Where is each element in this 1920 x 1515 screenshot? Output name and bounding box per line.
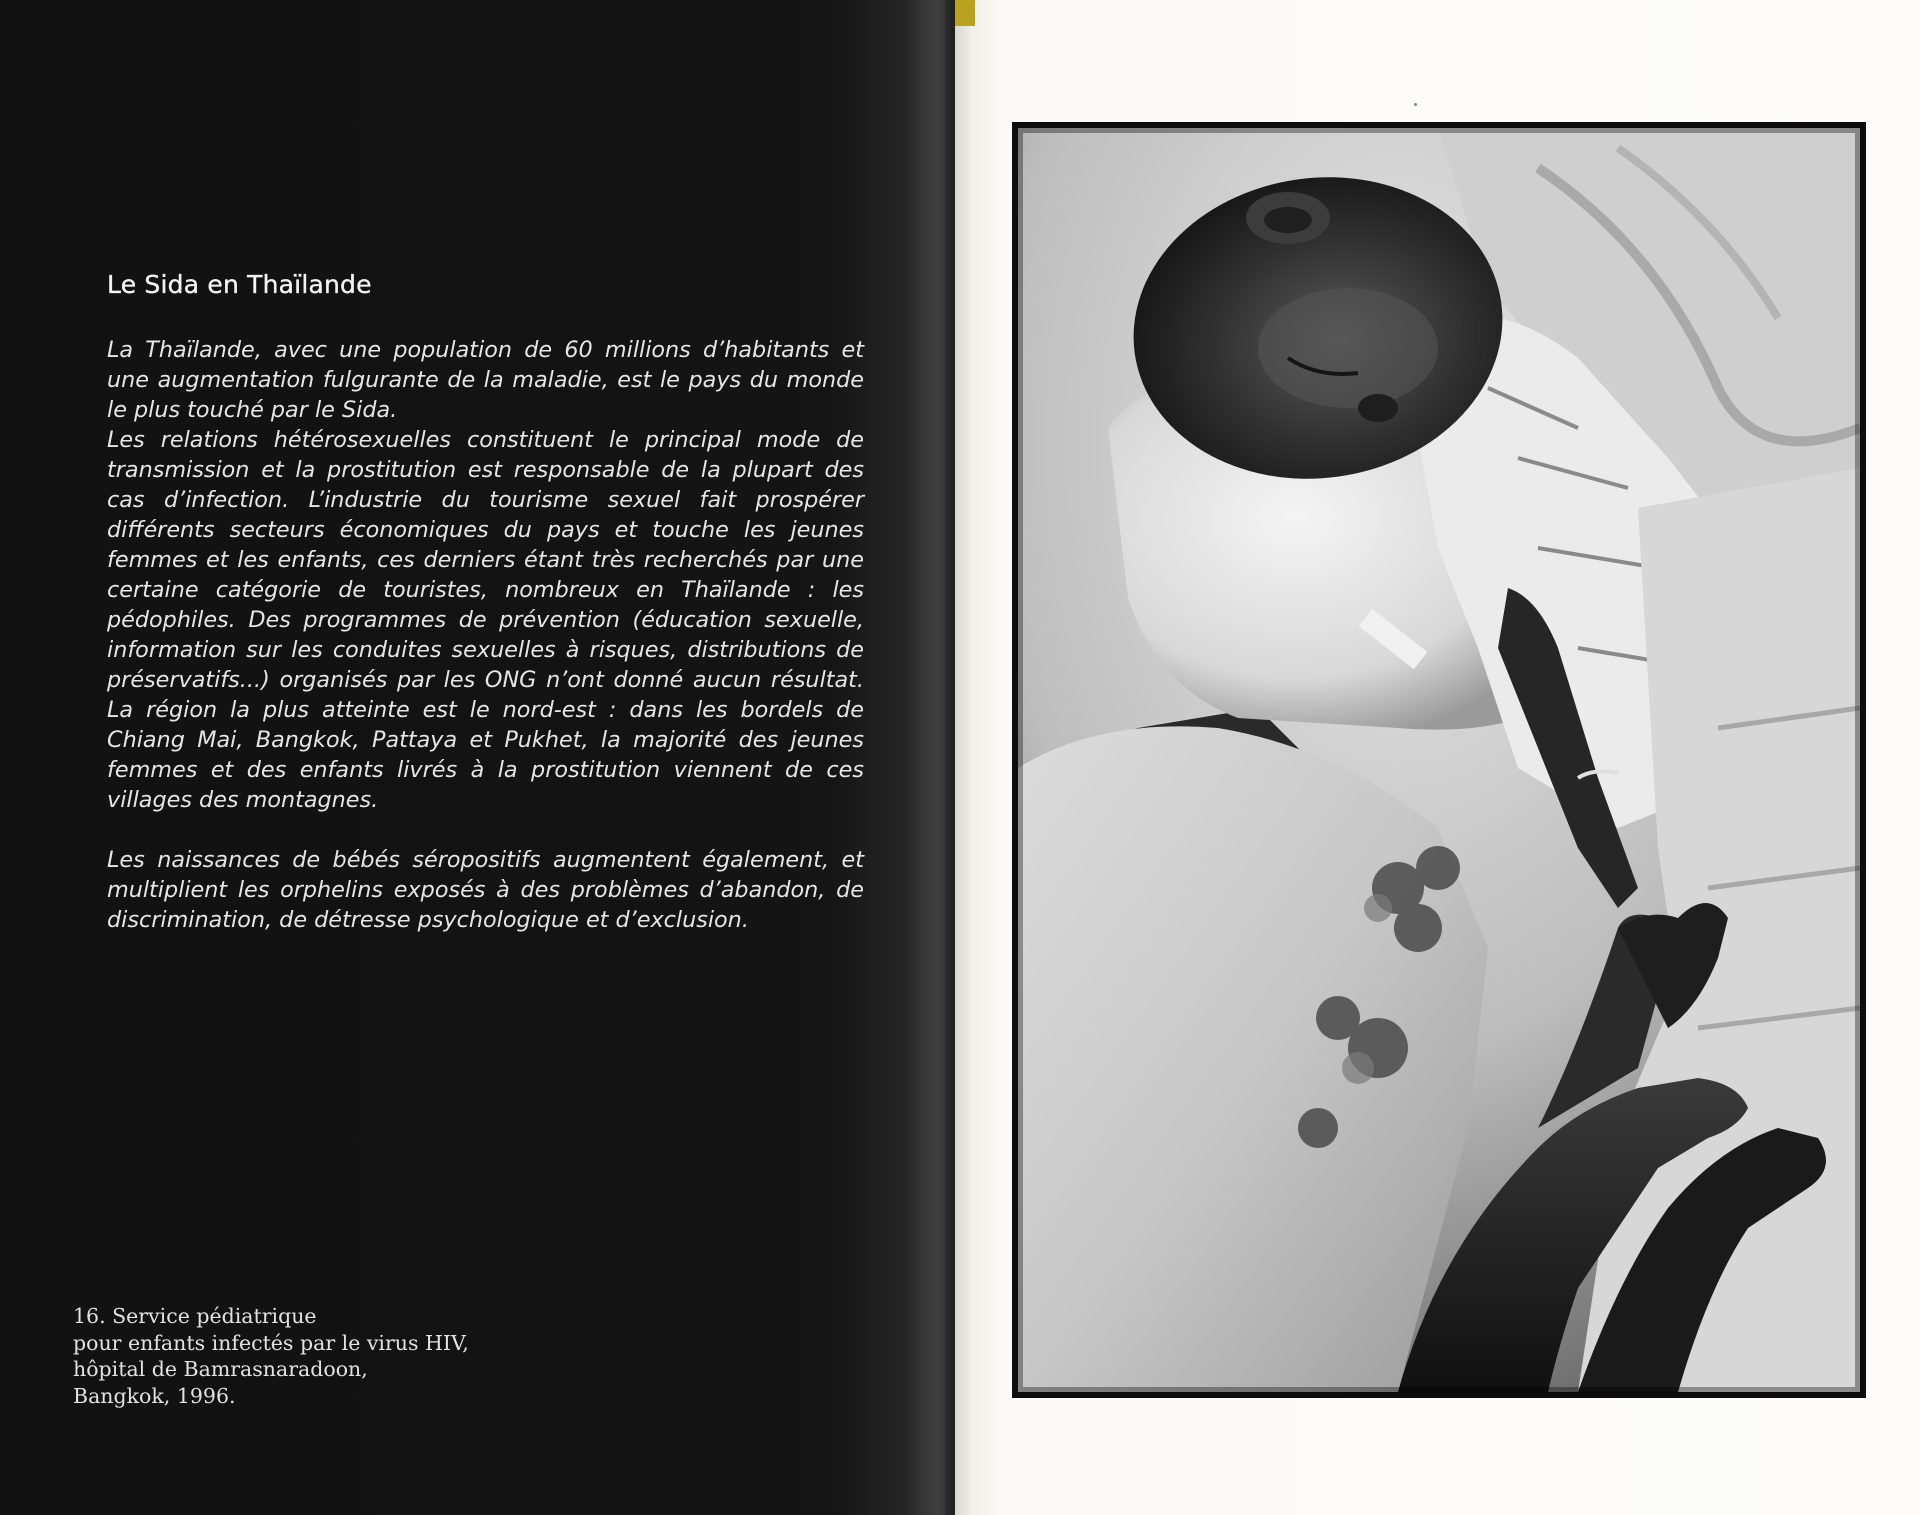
article-paragraph: La Thaïlande, avec une population de 60 millions d’habitants et une augmentation fulgurante de la maladie, est le pays du monde le plus touché par le Sida. bbox=[107, 337, 864, 423]
photo-frame bbox=[1012, 122, 1866, 1398]
photo-child-hospital-bed bbox=[1018, 128, 1860, 1392]
caption-line: pour enfants infectés par le virus HIV, bbox=[73, 1330, 469, 1355]
paper-speck bbox=[1414, 103, 1417, 106]
photo-caption bbox=[73, 1303, 503, 1410]
caption-line: hôpital de Bamrasnaradoon, bbox=[73, 1357, 368, 1382]
left-page bbox=[0, 0, 945, 1515]
article bbox=[107, 270, 864, 935]
page-edge bbox=[955, 0, 975, 26]
article-paragraph: Les relations hétérosexuelles constituent le principal mode de transmission et la prostitution est responsable de la plupart des cas d’infection. L’industrie du tourisme sexuel fait prospérer différents secteurs économiques du pays et touche les jeunes femmes et les enfants, ces derniers étant très recherchés par une certaine catégorie de touristes, nombreux en Thaïlande : les pédophiles. Des programmes de prévention (éducation sexuelle, information sur les conduites sexuelles à risques, distributions de préservatifs...) organisés par les ONG n’ont donné aucun résultat. La région la plus atteinte est le nord-est : dans les bordels de Chiang Mai, Bangkok, Pattaya et Pukhet, la majorité des jeunes femmes et des enfants livrés à la prostitution viennent de ces villages des montagnes. bbox=[107, 427, 864, 813]
caption-line: Bangkok, 1996. bbox=[73, 1384, 236, 1409]
caption-line: 16. Service pédiatrique bbox=[73, 1304, 317, 1328]
article-title: Le Sida en Thaïlande bbox=[107, 270, 372, 299]
article-paragraph: Les naissances de bébés séropositifs augmentent également, et multiplient les orphelins exposés à des problèmes d’abandon, de discrimination, de détresse psychologique et d’exclusion. bbox=[107, 847, 864, 933]
